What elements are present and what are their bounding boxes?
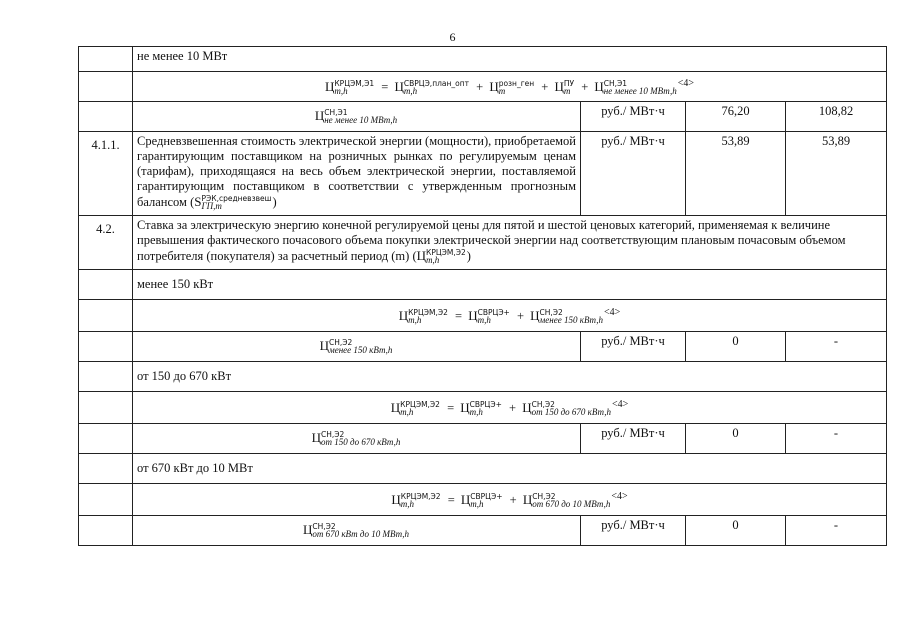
value-cell: 53,89: [786, 132, 887, 216]
symbol-cell: Ц СН,Э2 от 670 кВт до 10 МВт,h: [133, 516, 581, 546]
tariff-table: [78, 46, 887, 546]
table-row: [79, 332, 887, 362]
table-row: [79, 102, 887, 132]
section-label: от 150 до 670 кВт: [133, 362, 887, 392]
row-number-cell: [79, 47, 133, 72]
value-cell: 0: [686, 424, 786, 454]
value-cell: -: [786, 424, 887, 454]
formula-cell: Ц КРЦЭМ,Э2 m,h = Ц СВРЦЭ+ m,h + Ц СН,Э2 от 670 до 10 МВт,h $^{<4>}$: [133, 484, 887, 516]
table-row: [79, 392, 887, 424]
section-label: не менее 10 МВт: [133, 47, 887, 72]
value-cell: -: [786, 516, 887, 546]
table-row: [79, 484, 887, 516]
symbol-cell: Ц СН,Э2 от 150 до 670 кВт,h: [133, 424, 581, 454]
formula-cell: Ц КРЦЭМ,Э2 m,h = Ц СВРЦЭ+ m,h + Ц СН,Э2 от 150 до 670 кВт,h $^{<4>}$: [133, 392, 887, 424]
row-description: Ставка за электрическую энергию конечной регулируемой цены для пятой и шестой ценовых категорий, применяемая к величине превышения фактического почасового объема покупки электрической энергии над соответствующим плановым почасовым объемом потребителя (покупателя) за расчетный период (m) (Ц КРЦЭМ,Э2 m,h ): [133, 216, 887, 270]
table-row: [79, 300, 887, 332]
unit-cell: руб./ МВт·ч: [581, 516, 686, 546]
row-number: 4.1.1.: [79, 132, 133, 216]
symbol-cell: Ц СН,Э2 менее 150 кВт,h: [133, 332, 581, 362]
section-label: менее 150 кВт: [133, 270, 887, 300]
table-row: [79, 516, 887, 546]
page-number: 6: [449, 30, 456, 44]
value-cell: 0: [686, 516, 786, 546]
table-row: [79, 72, 887, 102]
formula-cell: Ц КРЦЭМ,Э1 m,h = Ц СВРЦЭ,план_опт m,h + Ц розн_ген m + Ц ПУ m + Ц СН,Э1 не менее 10 МВт,h $^{<4>}$: [133, 72, 887, 102]
row-number: 4.2.: [79, 216, 133, 270]
unit-cell: руб./ МВт·ч: [581, 424, 686, 454]
value-cell: 76,20: [686, 102, 786, 132]
table-row: [79, 424, 887, 454]
table-row: [79, 216, 887, 270]
value-cell: 108,82: [786, 102, 887, 132]
formula-cell: Ц КРЦЭМ,Э2 m,h = Ц СВРЦЭ+ m,h + Ц СН,Э2 менее 150 кВт,h $^{<4>}$: [133, 300, 887, 332]
table-row: [79, 362, 887, 392]
symbol-cell: Ц СН,Э1 не менее 10 МВт,h: [133, 102, 581, 132]
unit-cell: руб./ МВт·ч: [581, 332, 686, 362]
section-label: от 670 кВт до 10 МВт: [133, 454, 887, 484]
unit-cell: руб./ МВт·ч: [581, 102, 686, 132]
table-row: [79, 132, 887, 216]
value-cell: 53,89: [686, 132, 786, 216]
value-cell: -: [786, 332, 887, 362]
table-row: [79, 454, 887, 484]
table-row: [79, 270, 887, 300]
unit-cell: руб./ МВт·ч: [581, 132, 686, 216]
value-cell: 0: [686, 332, 786, 362]
row-description: Средневзвешенная стоимость электрической энергии (мощности), приобретаемой гарантирующим поставщиком на розничных рынках по регулируемым ценам (тарифам), приходящаяся на весь объем электрической энергии, поставляемой гарантирующим поставщиком в соответствии с утвержденным прогнозным балансом (S РЭК,средневзвеш ГП,m ): [133, 132, 581, 216]
table-row: [79, 47, 887, 72]
